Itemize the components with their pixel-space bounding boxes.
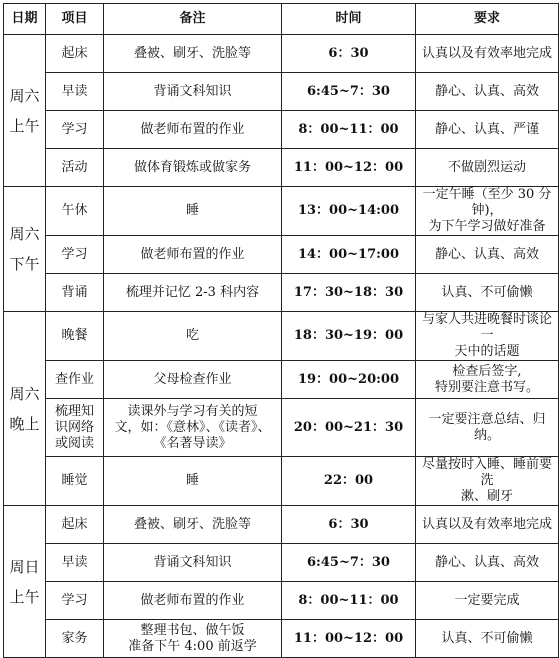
requirement-cell: 认真以及有效率地完成	[416, 35, 559, 73]
note-cell: 整理书包、做午饭 准备下午 4:00 前返学	[104, 620, 282, 658]
period-cell: 周日 上午	[4, 506, 46, 658]
time-cell: 17：30~18：30	[282, 274, 416, 312]
table-row	[4, 149, 559, 187]
table-row	[4, 620, 559, 658]
requirement-cell: 一定要注意总结、归纳。	[416, 399, 559, 457]
item-cell: 学习	[46, 111, 104, 149]
table-row	[4, 236, 559, 274]
note-cell: 读课外与学习有关的短 文，如：《意林》、《读者》、 《名著导读》	[104, 399, 282, 457]
requirement-cell: 认真以及有效率地完成	[416, 506, 559, 544]
table-row	[4, 582, 559, 620]
requirement-cell: 静心、认真、高效	[416, 73, 559, 111]
time-cell: 22：00	[282, 457, 416, 506]
time-cell: 11：00~12：00	[282, 620, 416, 658]
requirement-cell: 认真、不可偷懒	[416, 620, 559, 658]
requirement-cell: 静心、认真、高效	[416, 544, 559, 582]
note-cell: 睡	[104, 187, 282, 236]
table-row	[4, 187, 559, 236]
time-cell: 6：30	[282, 506, 416, 544]
time-cell: 13：00~14:00	[282, 187, 416, 236]
item-cell: 学习	[46, 582, 104, 620]
table-row	[4, 73, 559, 111]
header-note: 备注	[104, 4, 282, 35]
item-cell: 活动	[46, 149, 104, 187]
requirement-cell: 一定午睡（至少 30 分钟)， 为下午学习做好准备	[416, 187, 559, 236]
item-cell: 晚餐	[46, 312, 104, 361]
header-date: 日期	[4, 4, 46, 35]
time-cell: 18：30~19：00	[282, 312, 416, 361]
period-cell: 周六 上午	[4, 35, 46, 187]
note-cell: 背诵文科知识	[104, 73, 282, 111]
note-cell: 做老师布置的作业	[104, 111, 282, 149]
item-cell: 早读	[46, 544, 104, 582]
table-row	[4, 35, 559, 73]
table-row	[4, 506, 559, 544]
table-row	[4, 399, 559, 457]
note-cell: 吃	[104, 312, 282, 361]
requirement-cell: 与家人共进晚餐时谈论一 天中的话题	[416, 312, 559, 361]
time-cell: 8：00~11：00	[282, 111, 416, 149]
requirement-cell: 不做剧烈运动	[416, 149, 559, 187]
note-cell: 父母检查作业	[104, 361, 282, 399]
table-row	[4, 111, 559, 149]
time-cell: 19：00~20:00	[282, 361, 416, 399]
note-cell: 叠被、刷牙、洗脸等	[104, 35, 282, 73]
header-row	[4, 4, 559, 35]
item-cell: 睡觉	[46, 457, 104, 506]
requirement-cell: 认真、不可偷懒	[416, 274, 559, 312]
item-cell: 午休	[46, 187, 104, 236]
note-cell: 背诵文科知识	[104, 544, 282, 582]
note-cell: 叠被、刷牙、洗脸等	[104, 506, 282, 544]
table-row	[4, 544, 559, 582]
time-cell: 6：30	[282, 35, 416, 73]
requirement-cell: 检查后签字, 特别要注意书写。	[416, 361, 559, 399]
time-cell: 8：00~11：00	[282, 582, 416, 620]
table-row	[4, 312, 559, 361]
header-item: 项目	[46, 4, 104, 35]
schedule-table	[3, 3, 559, 658]
note-cell: 做老师布置的作业	[104, 236, 282, 274]
item-cell: 起床	[46, 35, 104, 73]
item-cell: 家务	[46, 620, 104, 658]
note-cell: 做体育锻炼或做家务	[104, 149, 282, 187]
table-row	[4, 457, 559, 506]
time-cell: 6:45~7：30	[282, 73, 416, 111]
item-cell: 梳理知 识网络 或阅读	[46, 399, 104, 457]
table-row	[4, 274, 559, 312]
time-cell: 14：00~17:00	[282, 236, 416, 274]
item-cell: 背诵	[46, 274, 104, 312]
time-cell: 11：00~12：00	[282, 149, 416, 187]
requirement-cell: 静心、认真、高效	[416, 236, 559, 274]
period-cell: 周六 晚上	[4, 312, 46, 506]
item-cell: 早读	[46, 73, 104, 111]
item-cell: 学习	[46, 236, 104, 274]
note-cell: 梳理并记忆 2-3 科内容	[104, 274, 282, 312]
requirement-cell: 尽量按时入睡、睡前要洗 漱、刷牙	[416, 457, 559, 506]
table-row	[4, 361, 559, 399]
header-time: 时间	[282, 4, 416, 35]
note-cell: 做老师布置的作业	[104, 582, 282, 620]
period-cell: 周六 下午	[4, 187, 46, 312]
item-cell: 起床	[46, 506, 104, 544]
item-cell: 查作业	[46, 361, 104, 399]
note-cell: 睡	[104, 457, 282, 506]
header-requirement: 要求	[416, 4, 559, 35]
time-cell: 20：00~21：30	[282, 399, 416, 457]
time-cell: 6:45~7：30	[282, 544, 416, 582]
requirement-cell: 静心、认真、严谨	[416, 111, 559, 149]
requirement-cell: 一定要完成	[416, 582, 559, 620]
